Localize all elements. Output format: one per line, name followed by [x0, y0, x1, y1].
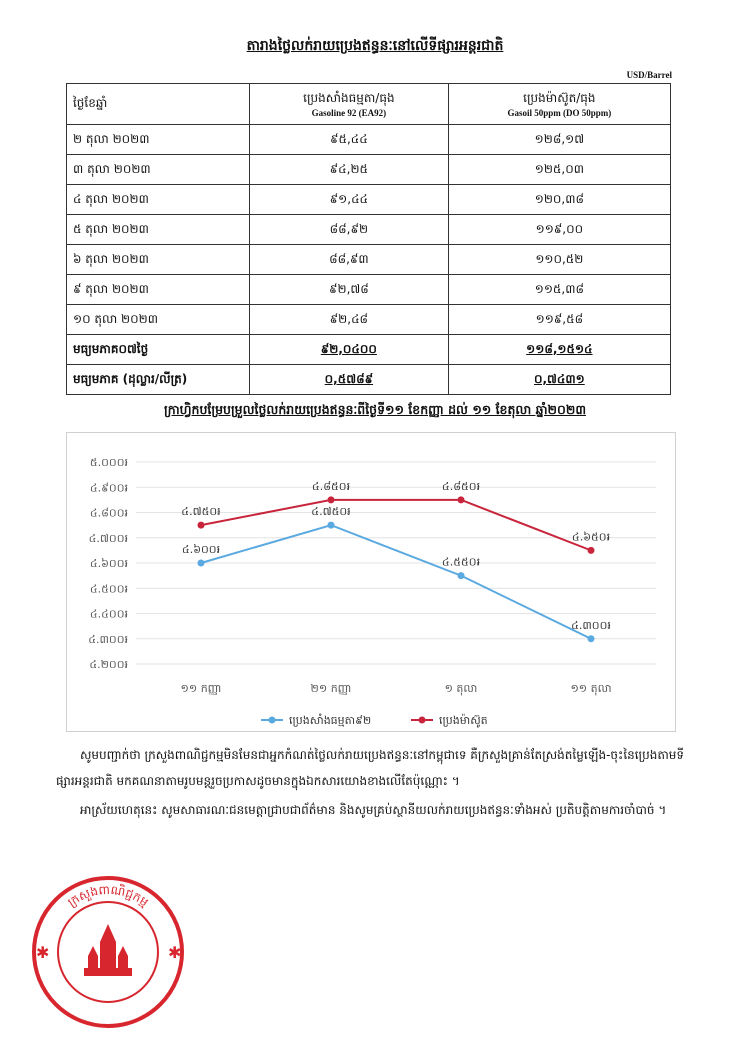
row-date: ១០ តុលា ២០២៣: [67, 305, 250, 335]
header-gasoline-label: ប្រេងសាំងធម្មតា/ធុង: [303, 91, 395, 105]
row-date: ៤ តុលា ២០២៣: [67, 185, 250, 215]
table-header-row: [67, 84, 671, 125]
data-label: ៤.៨៥០៛: [311, 479, 351, 493]
row-gasoil: ១១៥,៣៨: [448, 275, 670, 305]
seal-star-icon: ✱: [36, 943, 50, 962]
row-date: ៣ តុលា ២០២៣: [67, 155, 250, 185]
data-point: [198, 522, 205, 529]
data-label: ៤.៣០០៛: [571, 618, 611, 632]
y-tick-label: ៤.៧០០៛: [88, 531, 128, 545]
row-gasoline: ៩២,៤៨: [250, 305, 449, 335]
header-gasoil: [448, 84, 670, 125]
average-days-row: [67, 335, 671, 365]
table-row: [67, 305, 671, 335]
data-point: [458, 572, 465, 579]
table-row: [67, 185, 671, 215]
data-label: ៤.៦៥០៛: [571, 530, 611, 544]
y-tick-label: ៥.០០០៛: [89, 456, 128, 469]
table-row: [67, 215, 671, 245]
price-line-chart: [66, 432, 676, 732]
notice-paragraph: សូមបញ្ជាក់ថា ក្រសួងពាណិជ្ជកម្មមិនមែនជាអ្នកកំណត់ថ្លៃលក់រាយប្រេងឥន្ធនៈនៅកម្ពុជាទេ គឺក្រសួងគ្រាន់តែស្រង់តម្លៃឡើង-ចុះនៃប្រេងតាមទីផ្សារអន្តរជាតិ មកគណនាតាមរូបមន្តរួចប្រកាសដូចមានក្នុងឯកសារយោងខាងលើតែប៉ុណ្ណោះ ។: [56, 748, 685, 788]
header-date: ថ្ងៃខែឆ្នាំ: [67, 84, 250, 125]
avg-days-gasoil: ១១៨,១៥១៤: [448, 335, 670, 365]
chart-title: ក្រាហ្វិកបម្រែបម្រួលថ្លៃលក់រាយប្រេងឥន្ធនៈពីថ្ងៃទី១១ ខែកញ្ញា ដល់ ១១ ខែតុលា ឆ្នាំ២០២៣: [164, 402, 586, 417]
y-tick-label: ៤.៩០០៛: [89, 481, 128, 495]
x-tick-label: ១១ តុលា: [570, 682, 612, 695]
data-label: ៤.៧៥០៛: [311, 505, 351, 519]
avg-liter-gasoline: ០,៥៧៨៩: [250, 365, 449, 395]
row-gasoline: ៩៤,២៥: [250, 155, 449, 185]
row-gasoil: ១២៥,០៣: [448, 155, 670, 185]
row-gasoline: ៩៥,៤៤: [250, 125, 449, 155]
header-gasoil-sub: Gasoil 50ppm (DO 50ppm): [507, 108, 612, 118]
data-label: ៤.៦០០៛: [181, 543, 221, 556]
data-label: ៤.៨៥០៛: [441, 479, 481, 493]
temple-icon: [84, 924, 132, 976]
header-gasoil-label: ប្រេងម៉ាស៊ូត/ធុង: [523, 91, 596, 105]
row-gasoil: ១១៩,០០: [448, 215, 670, 245]
x-tick-label: ១១ កញ្ញា: [180, 682, 222, 695]
series-line: [201, 500, 591, 551]
series-line: [201, 525, 591, 639]
table-row: [67, 125, 671, 155]
avg-liter-label: មធ្យមភាគ (ដុល្លារ/លីត្រ): [67, 365, 250, 395]
x-tick-label: ១ តុលា: [444, 682, 478, 695]
data-point: [588, 547, 595, 554]
row-gasoline: ៨៨,៩២: [250, 215, 449, 245]
avg-days-gasoline: ៩២,០៤០០: [250, 335, 449, 365]
y-tick-label: ៤.៣០០៛: [88, 632, 128, 646]
data-point: [588, 635, 595, 642]
row-gasoil: ១២៨,១៧: [448, 125, 670, 155]
table-row: [67, 245, 671, 275]
legend-label: ប្រេងសាំងធម្មតា៩២: [289, 714, 372, 727]
seal-text: ក្រសួងពាណិជ្ជកម្ម: [65, 882, 152, 910]
seal-star-icon: ✱: [168, 943, 182, 962]
row-gasoline: ៩១,៤៤: [250, 185, 449, 215]
table-row: [67, 155, 671, 185]
x-tick-label: ២១ កញ្ញា: [310, 682, 352, 695]
page-title: តារាងថ្លៃលក់រាយប្រេងឥន្ធនៈនៅលើទីផ្សារអន្តរជាតិ: [246, 38, 504, 54]
legend-marker: [419, 717, 426, 724]
header-gasoline: [250, 84, 449, 125]
legend-marker: [269, 717, 276, 724]
avg-liter-gasoil: ០,៧៤៣១: [448, 365, 670, 395]
y-tick-label: ៤.៨០០៛: [89, 506, 128, 520]
row-date: ៩ តុលា ២០២៣: [67, 275, 250, 305]
y-tick-label: ៤.២០០៛: [89, 658, 128, 671]
row-date: ២ តុលា ២០២៣: [67, 125, 250, 155]
avg-days-label: មធ្យមភាគ០៧ថ្ងៃ: [67, 335, 250, 365]
row-gasoline: ៩២,៧៨: [250, 275, 449, 305]
header-gasoline-sub: Gasoline 92 (EA92): [311, 108, 387, 118]
row-date: ៦ តុលា ២០២៣: [67, 245, 250, 275]
row-gasoil: ១២០,៣៨: [448, 185, 670, 215]
data-point: [328, 496, 335, 503]
data-point: [198, 560, 205, 567]
average-liter-row: [67, 365, 671, 395]
y-tick-label: ៤.៦០០៛: [89, 557, 128, 570]
row-gasoil: ១១៩,៥៨: [448, 305, 670, 335]
unit-label: USD/Barrel: [626, 70, 672, 80]
y-tick-label: ៤.៤០០៛: [89, 607, 128, 621]
data-point: [458, 496, 465, 503]
price-table: [66, 83, 671, 395]
ministry-seal: [28, 872, 188, 1032]
row-gasoil: ១១០,៥២: [448, 245, 670, 275]
notice-paragraph-2: អាស្រ័យហេតុនេះ សូមសាធារណៈជនមេត្តាជ្រាបជាព័ត៌មាន និងសូមគ្រប់ស្ថានីយលក់រាយប្រេងឥន្ធនៈទាំងអស់ ប្រតិបត្តិតាមការចាំបាច់ ។: [80, 803, 667, 817]
data-label: ៤.៧៥០៛: [181, 505, 221, 519]
row-gasoline: ៨៨,៩៣: [250, 245, 449, 275]
row-date: ៥ តុលា ២០២៣: [67, 215, 250, 245]
data-point: [328, 522, 335, 529]
legend-label: ប្រេងម៉ាស៊ូត: [439, 714, 488, 727]
table-row: [67, 275, 671, 305]
data-label: ៤.៥៥០៛: [441, 555, 481, 569]
y-tick-label: ៤.៥០០៛: [89, 582, 128, 596]
